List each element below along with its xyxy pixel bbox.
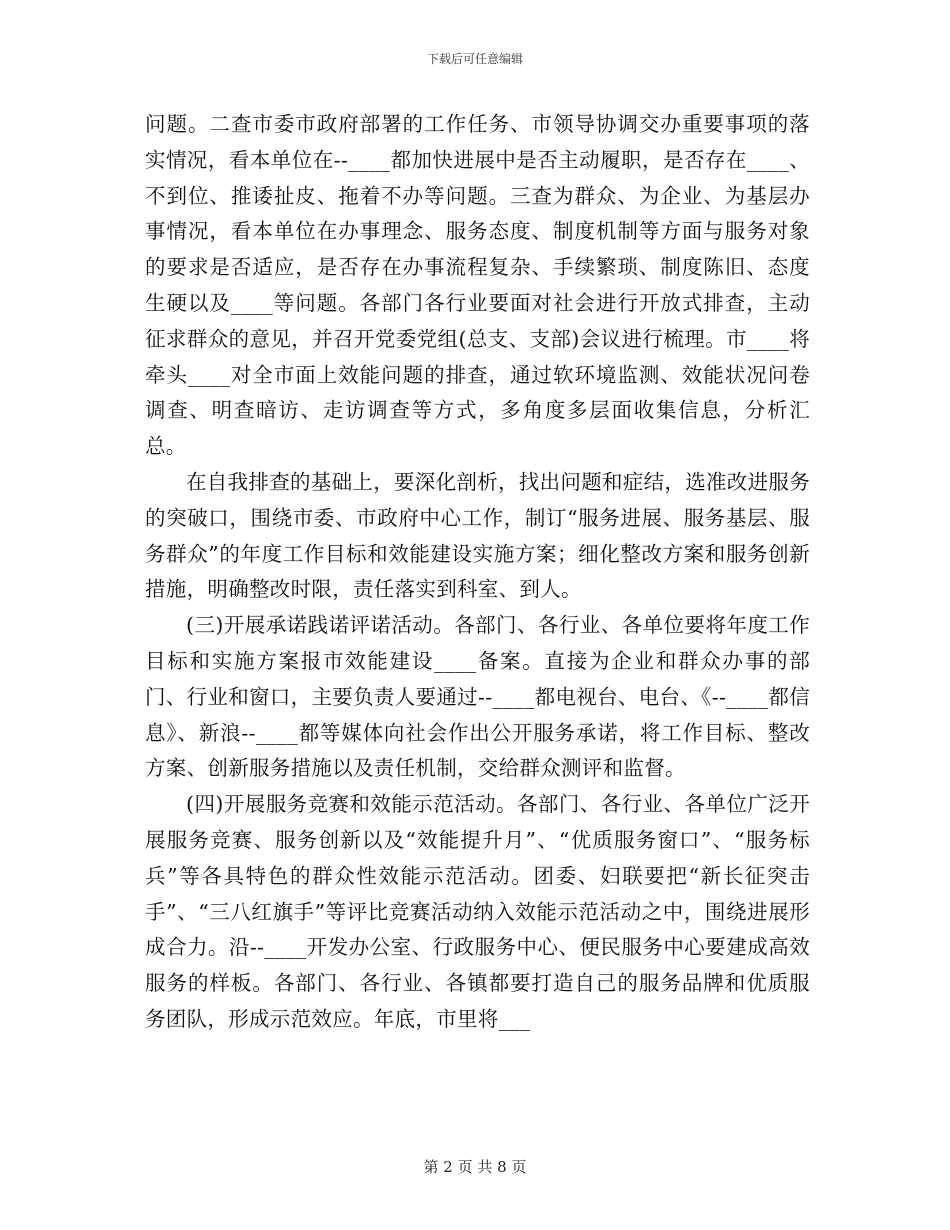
paragraph-4: (四)开展服务竞赛和效能示范活动。各部门、各行业、各单位广泛开展服务竞赛、服务创新以及“效能提升月”、“优质服务窗口”、“服务标兵”等各具特色的群众性效能示范活动。团委、妇联要把“新长征突击手”、“三八红旗手”等评比竞赛活动纳入效能示范活动之中，围绕进展形成合力。沿--____开发办公室、行政服务中心、便民服务中心要建成高效服务的样板。各部门、各行业、各镇都要打造自己的服务品牌和优质服务团队，形成示范效应。年底，市里将___ [145, 792, 810, 1031]
page-header: 下载后可任意编辑 [426, 52, 523, 66]
paragraph-2: 在自我排查的基础上，要深化剖析，找出问题和症结，选准改进服务的突破口，围绕市委、市政府中心工作，制订“服务进展、服务基层、服务群众”的年度工作目标和效能建设实施方案；细化整改方案和服务创新措施，明确整改时限，责任落实到科室、到人。 [145, 469, 810, 602]
paragraph-1: 问题。二查市委市政府部署的工作任务、市领导协调交办重要事项的落实情况，看本单位在--____都加快进展中是否主动履职，是否存在____、不到位、推诿扯皮、拖着不办等问题。三查为群众、为企业、为基层办事情况，看本单位在办事理念、服务态度、制度机制等方面与服务对象的要求是否适应，是否存在办事流程复杂、手续繁琐、制度陈旧、态度生硬以及____等问题。各部门各行业要面对社会进行开放式排查，主动征求群众的意见，并召开党委党组(总支、支部)会议进行梳理。市____将牵头____对全市面上效能问题的排查，通过软环境监测、效能状况问卷调查、明查暗访、走访调查等方式，多角度多层面收集信息，分析汇总。 [145, 112, 810, 459]
paragraph-3: (三)开展承诺践诺评诺活动。各部门、各行业、各单位要将年度工作目标和实施方案报市效能建设____备案。直接为企业和群众办事的部门、行业和窗口，主要负责人要通过--____都电视台、电台、《--____都信息》、新浪--____都等媒体向社会作出公开服务承诺，将工作目标、整改方案、创新服务措施以及责任机制，交给群众测评和监督。 [145, 613, 810, 781]
page-number: 第 2 页 共 8 页 [423, 1158, 527, 1176]
document-body [145, 107, 810, 1038]
